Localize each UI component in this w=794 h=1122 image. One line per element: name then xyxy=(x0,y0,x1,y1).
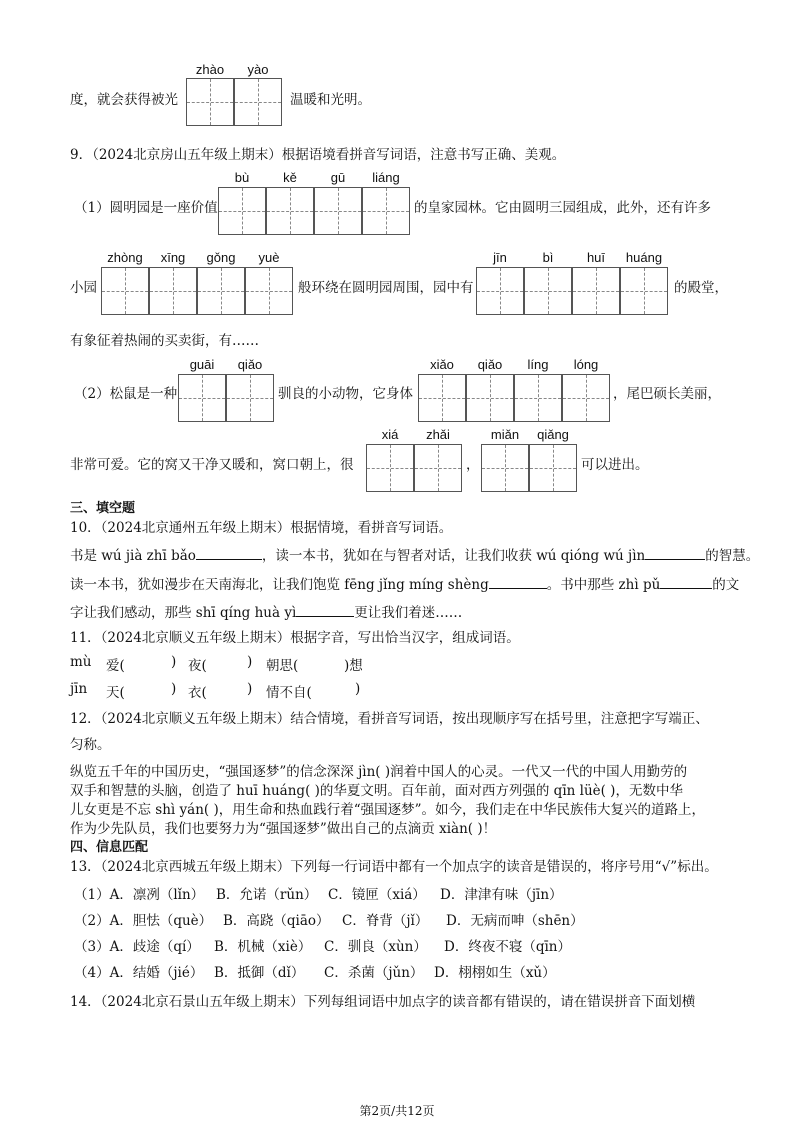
option[interactable]: D．无病而呻（shēn） xyxy=(446,913,584,929)
text: 的智慧。 xyxy=(705,548,760,564)
section-title: 三、填空题 xyxy=(70,501,136,516)
text-line xyxy=(70,573,739,593)
answer-blank[interactable] xyxy=(660,574,712,589)
writing-box[interactable] xyxy=(524,267,572,315)
option[interactable]: D．栩栩如生（xǔ） xyxy=(434,965,556,981)
text: ) xyxy=(171,681,177,697)
option[interactable]: B．允诺（rǔn） xyxy=(216,887,318,903)
question-11-header: 11．（2024北京顺义五年级上期末）根据字音，写出恰当汉字，组成词语。 xyxy=(70,630,520,646)
option[interactable]: C．杀菌（jǔn） xyxy=(324,965,424,981)
pinyin: gǒng xyxy=(206,250,236,265)
writing-box[interactable] xyxy=(529,444,577,492)
option[interactable]: C．脊背（jǐ） xyxy=(342,913,429,929)
option[interactable]: （3）A．歧途（qí） xyxy=(74,939,200,955)
answer-blank[interactable] xyxy=(489,574,547,589)
writing-box[interactable] xyxy=(414,444,462,492)
writing-box[interactable] xyxy=(466,374,514,422)
pinyin: lóng xyxy=(573,357,599,372)
pinyin: qiǎng xyxy=(537,427,569,442)
pinyin: guāi xyxy=(189,357,215,372)
section-title: 四、信息匹配 xyxy=(70,840,149,855)
writing-box[interactable] xyxy=(476,267,524,315)
option[interactable]: D．终夜不寝（qīn） xyxy=(444,939,571,955)
text: 朝思( xyxy=(266,658,299,674)
pinyin: xīng xyxy=(160,250,186,265)
pinyin: zhǎi xyxy=(426,427,450,442)
writing-box[interactable] xyxy=(562,374,610,422)
writing-box[interactable] xyxy=(197,267,245,315)
text: 字让我们感动，那些 shī qíng huà yì xyxy=(70,605,297,621)
text: ，读一本书，犹如在与智者对话，让我们收获 wú qióng wú jìn xyxy=(261,548,646,564)
pinyin: bù xyxy=(234,170,250,185)
writing-box[interactable] xyxy=(366,444,414,492)
text-line: 非常可爱。它的窝又干净又暖和，窝口朝上，很 xyxy=(70,457,354,473)
text-line: 驯良的小动物，它身体 xyxy=(278,386,413,402)
text-line: 般环绕在圆明园周围，园中有 xyxy=(298,280,474,296)
text-line: 匀称。 xyxy=(70,737,111,753)
text: )想 xyxy=(344,658,363,674)
text: 。书中那些 zhì pǔ xyxy=(546,577,661,593)
option-row xyxy=(74,883,594,905)
answer-blank[interactable] xyxy=(196,545,262,560)
pinyin: huī xyxy=(586,250,606,265)
pinyin: miǎn xyxy=(490,427,520,442)
text: ) xyxy=(355,681,361,697)
text-line: 儿女更是不忘 shì yán( )，用生命和热血践行着“强国逐梦”。如今，我们走在中华民族伟大复兴的道路上， xyxy=(70,802,706,818)
pinyin: qiǎo xyxy=(237,357,263,372)
text: ) xyxy=(247,654,253,670)
text-line xyxy=(70,601,462,621)
pinyin: zhào xyxy=(195,62,225,77)
pinyin: xiǎo xyxy=(430,357,454,372)
answer-blank[interactable] xyxy=(296,602,354,617)
text: 爱( xyxy=(106,658,125,674)
writing-box[interactable] xyxy=(186,78,234,126)
writing-box[interactable] xyxy=(226,374,274,422)
option[interactable]: B．高跷（qiāo） xyxy=(223,913,330,929)
text-line: ， xyxy=(466,457,480,473)
text-line: 的殿堂， xyxy=(674,280,728,296)
text: 书是 wú jià zhī bǎo xyxy=(70,548,196,564)
text-line: 纵览五千年的中国历史，“强国逐梦”的信念深深 jìn( )润着中国人的心灵。一代又一代的中国人用勤劳的 xyxy=(70,764,688,780)
pinyin: qiǎo xyxy=(477,357,503,372)
writing-box[interactable] xyxy=(418,374,466,422)
text-line: ，尾巴硕长美丽， xyxy=(613,386,721,402)
writing-box[interactable] xyxy=(266,187,314,235)
pinyin: zhòng xyxy=(107,250,143,265)
text: 夜( xyxy=(188,658,207,674)
option[interactable]: B．机械（xiè） xyxy=(214,939,312,955)
text-line: 可以进出。 xyxy=(581,457,649,473)
text: 天( xyxy=(106,685,125,701)
option[interactable]: D．津津有味（jīn） xyxy=(440,887,563,903)
writing-box[interactable] xyxy=(245,267,293,315)
pinyin: jīn xyxy=(70,681,88,697)
option[interactable]: C．驯良（xùn） xyxy=(324,939,427,955)
pinyin: huáng xyxy=(625,250,663,265)
pinyin: gū xyxy=(330,170,346,185)
text: 的文 xyxy=(712,577,740,593)
option[interactable]: B．抵御（dǐ） xyxy=(214,965,305,981)
pinyin: yuè xyxy=(258,250,280,265)
text: 情不自( xyxy=(266,685,312,701)
pinyin: bì xyxy=(542,250,554,265)
text-line: 双手和智慧的头脑，创造了 huī huáng( )的华夏文明。百年前，面对西方列强的 qīn lüè( )，无数中华 xyxy=(70,783,683,799)
text-line: 温暖和光明。 xyxy=(290,92,371,108)
question-13-header: 13．（2024北京西城五年级上期末）下列每一行词语中都有一个加点字的读音是错误的，将序号用“√”标出。 xyxy=(70,859,718,875)
question-9-header: 9．（2024北京房山五年级上期末）根据语境看拼音写词语，注意书写正确、美观。 xyxy=(70,147,566,163)
writing-box[interactable] xyxy=(481,444,529,492)
writing-box[interactable] xyxy=(620,267,668,315)
pinyin: jīn xyxy=(493,250,507,265)
writing-box[interactable] xyxy=(514,374,562,422)
pinyin: líng xyxy=(527,357,549,372)
writing-box[interactable] xyxy=(362,187,410,235)
text-line: 小园 xyxy=(70,280,97,296)
pinyin: liáng xyxy=(372,170,400,185)
writing-box[interactable] xyxy=(314,187,362,235)
writing-box[interactable] xyxy=(234,78,282,126)
option[interactable]: （1）A．凛冽（lǐn） xyxy=(74,887,205,903)
pinyin: mù xyxy=(70,654,92,670)
question-14-header: 14．（2024北京石景山五年级上期末）下列每组词语中加点字的读音都有错误的，请在错误拼音下面划横 xyxy=(70,994,696,1010)
text-line: （2）松鼠是一种 xyxy=(74,386,178,402)
text: 读一本书，犹如漫步在天南海北，让我们饱览 fēng jǐng míng shèng xyxy=(70,577,489,593)
writing-box[interactable] xyxy=(572,267,620,315)
pinyin: kě xyxy=(283,170,297,185)
option[interactable]: C．镜匣（xiá） xyxy=(328,887,426,903)
page-footer: 第2页/共12页 xyxy=(359,1104,435,1118)
option-row xyxy=(74,935,594,957)
text-line xyxy=(70,544,759,564)
text-line: 有象征着热闹的买卖街，有…… xyxy=(70,333,259,349)
option-row xyxy=(74,961,594,983)
writing-box[interactable] xyxy=(101,267,149,315)
text: ) xyxy=(171,654,177,670)
text: ) xyxy=(247,681,253,697)
writing-box[interactable] xyxy=(149,267,197,315)
text-line: 的皇家园林。它由圆明三园组成，此外，还有许多 xyxy=(414,200,711,216)
question-10-header: 10．（2024北京通州五年级上期末）根据情境，看拼音写词语。 xyxy=(70,520,453,536)
text-line: 作为少先队员，我们也要努力为“强国逐梦”做出自己的点滴贡 xiàn( )！ xyxy=(70,821,497,837)
text-line: 度，就会获得被光 xyxy=(70,92,178,108)
text: 衣( xyxy=(188,685,207,701)
option-row xyxy=(74,909,614,931)
writing-box[interactable] xyxy=(178,374,226,422)
pinyin: yào xyxy=(247,62,269,77)
option[interactable]: （4）A．结婚（jié） xyxy=(74,965,204,981)
answer-blank[interactable] xyxy=(645,545,705,560)
pinyin: xiá xyxy=(381,427,399,442)
text: 更让我们着迷…… xyxy=(354,605,463,621)
question-12-header: 12．（2024北京顺义五年级上期末）结合情境，看拼音写词语，按出现顺序写在括号里，注意把字写端正、 xyxy=(70,711,709,727)
option[interactable]: （2）A．胆怯（què） xyxy=(74,913,213,929)
writing-box[interactable] xyxy=(218,187,266,235)
text-line: （1）圆明园是一座价值 xyxy=(74,200,218,216)
